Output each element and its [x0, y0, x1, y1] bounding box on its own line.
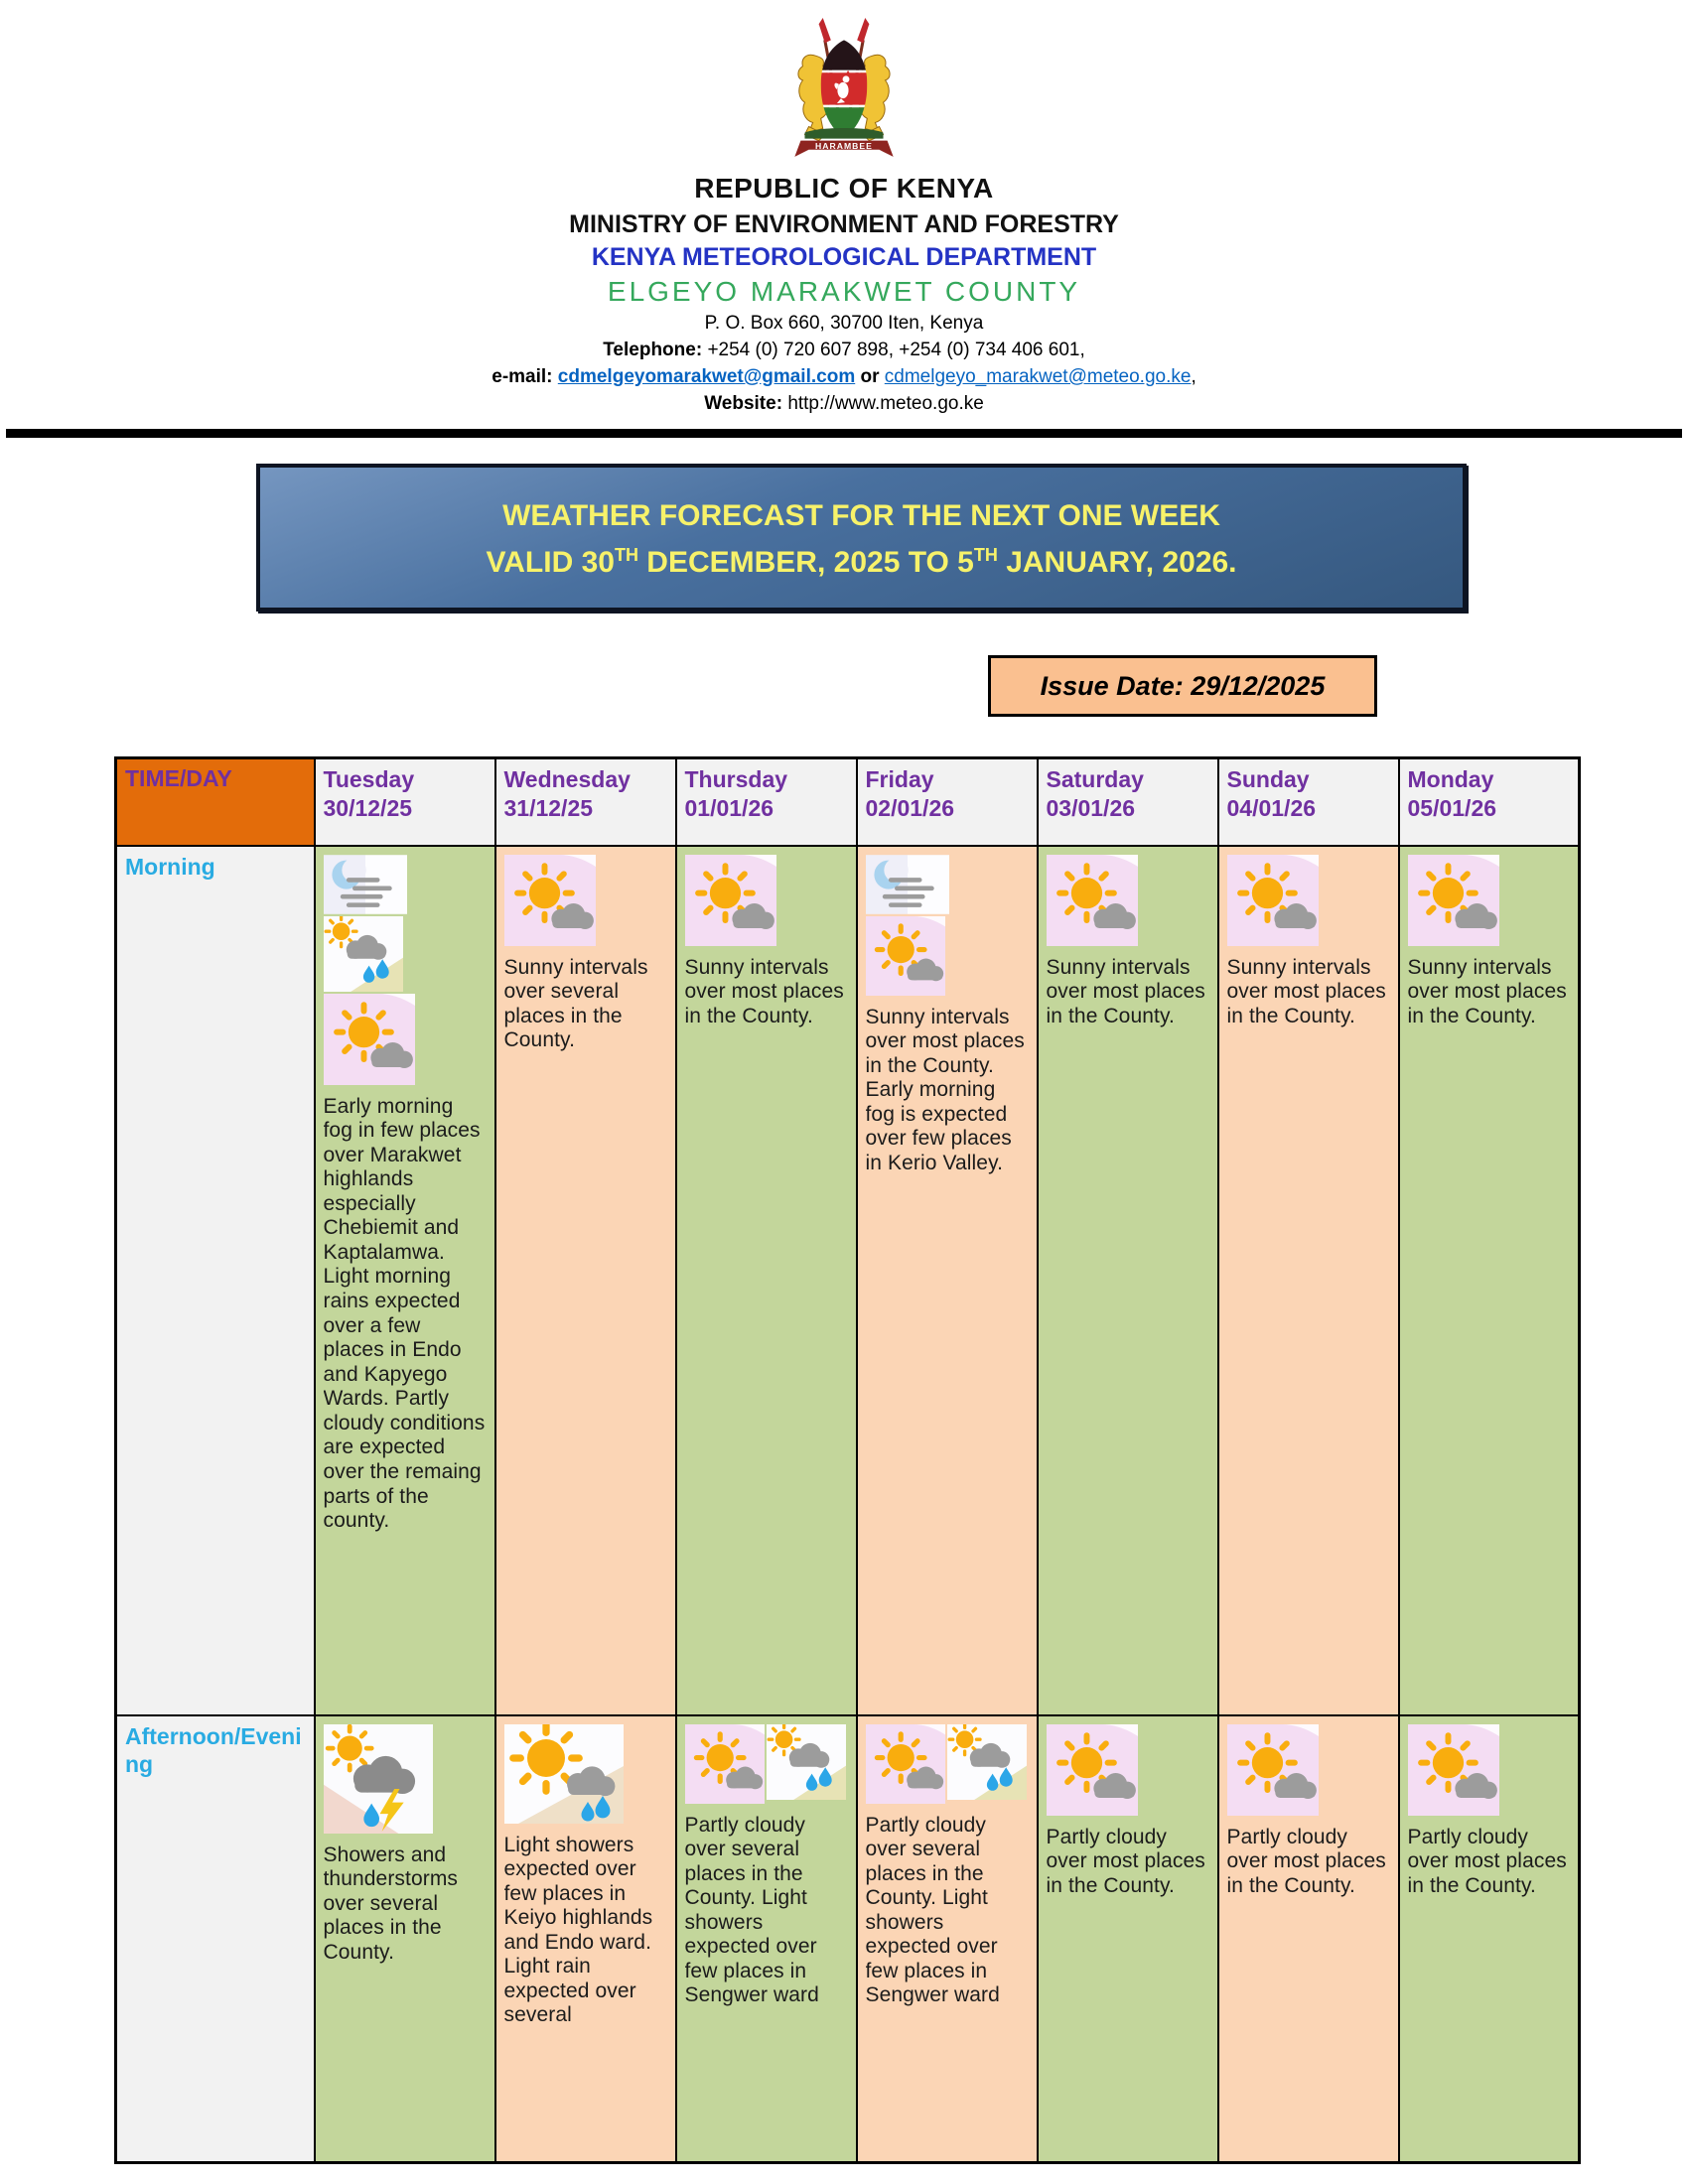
issue-date-box — [988, 655, 1377, 717]
banner-text-part: JANUARY, 2026. — [997, 545, 1237, 579]
email-comma: , — [1191, 366, 1196, 387]
sun-cloud-icon — [324, 994, 415, 1085]
time-day-header: TIME/DAY — [116, 758, 315, 846]
forecast-cell — [1038, 846, 1218, 1715]
forecast-text: Partly cloudy over most places in the County. — [1407, 1825, 1567, 1897]
weather-icons — [1227, 855, 1390, 946]
sun-rain-small-icon — [767, 1724, 846, 1800]
weather-icons — [1408, 1724, 1571, 1816]
header-divider — [6, 429, 1682, 438]
table-header-row — [116, 758, 1580, 846]
day-header-tuesday — [315, 758, 495, 846]
forecast-banner — [256, 464, 1467, 612]
forecast-text: Showers and thunderstorms over several places in the County. — [323, 1843, 459, 1964]
day-name: Saturday — [1046, 766, 1144, 792]
forecast-cell — [857, 1715, 1038, 2163]
thunderstorm-icon — [324, 1724, 433, 1834]
letterhead — [0, 0, 1688, 415]
forecast-cell — [1399, 846, 1580, 1715]
email-or-text: or — [860, 366, 880, 387]
weather-icons — [1227, 1724, 1390, 1816]
sun-cloud-icon — [685, 855, 776, 946]
forecast-cell — [1399, 1715, 1580, 2163]
sun-cloud-small-icon — [866, 916, 945, 996]
kenya-coat-of-arms-icon — [774, 14, 914, 165]
svg-text:HARAMBEE: HARAMBEE — [815, 140, 873, 151]
forecast-cell — [315, 1715, 495, 2163]
email-label: e-mail: — [492, 366, 553, 387]
forecast-cell — [676, 846, 857, 1715]
telephone-line — [0, 340, 1688, 361]
banner-line2 — [270, 540, 1453, 587]
weather-icons — [504, 855, 667, 946]
day-header-wednesday — [495, 758, 676, 846]
forecast-cell — [1218, 846, 1399, 1715]
weather-icons — [866, 855, 1029, 996]
sun-cloud-icon — [1227, 1724, 1319, 1816]
day-date: 03/01/26 — [1046, 794, 1136, 821]
sun-cloud-icon — [1227, 855, 1319, 946]
day-date: 02/01/26 — [865, 794, 955, 821]
website-label: Website: — [704, 393, 783, 414]
weather-icons — [504, 1724, 667, 1824]
sun-cloud-small-icon — [685, 1724, 765, 1804]
forecast-cell — [495, 846, 676, 1715]
forecast-text: Sunny intervals over most places in the County. — [684, 955, 844, 1027]
day-header-thursday — [676, 758, 857, 846]
weather-icons — [1047, 1724, 1209, 1816]
banner-text-part: DECEMBER, 2025 TO 5 — [637, 545, 974, 579]
forecast-cell — [1218, 1715, 1399, 2163]
weather-icons — [1047, 855, 1209, 946]
forecast-text: Light showers expected over few places in Keiyo highlands and Endo ward. Light rain expected over several — [503, 1833, 653, 2027]
weather-icons — [685, 1724, 848, 1804]
republic-title: REPUBLIC OF KENYA — [694, 173, 994, 204]
day-date: 31/12/25 — [503, 794, 594, 821]
sun-cloud-small-icon — [866, 1724, 945, 1804]
day-header-monday — [1399, 758, 1580, 846]
forecast-cell — [1038, 1715, 1218, 2163]
banner-superscript: TH — [614, 544, 638, 565]
county-title: ELGEYO MARAKWET COUNTY — [607, 276, 1081, 307]
sun-cloud-icon — [1408, 1724, 1499, 1816]
sun-rain-small-icon — [947, 1724, 1027, 1800]
weather-icons — [866, 1724, 1029, 1804]
banner-superscript: TH — [973, 544, 998, 565]
sun-rain-icon — [324, 916, 403, 992]
forecast-table — [114, 756, 1581, 2164]
forecast-text: Sunny intervals over most places in the County. Early morning fog is expected over few places in Kerio Valley. — [865, 1005, 1025, 1174]
forecast-text: Early morning fog in few places over Marakwet highlands especially Chebiemit and Kaptalamwa. Light morning rains expected over a few places in Endo and Kapyego Wards. Partly cloudy conditions are expected over the remaing parts of the county. — [323, 1094, 486, 1533]
forecast-text: Partly cloudy over most places in the County. — [1046, 1825, 1205, 1897]
weather-icons — [685, 855, 848, 946]
day-header-saturday — [1038, 758, 1218, 846]
fog-icon — [866, 855, 949, 914]
forecast-text: Partly cloudy over several places in the County. Light showers expected over few places in Sengwer ward — [684, 1813, 819, 2007]
day-name: Sunday — [1226, 766, 1310, 792]
forecast-cell — [857, 846, 1038, 1715]
row-label: Morning — [116, 846, 315, 1715]
weather-icons — [324, 1724, 487, 1834]
sun-cloud-icon — [1047, 855, 1138, 946]
address-line: P. O. Box 660, 30700 Iten, Kenya — [704, 313, 984, 334]
day-header-friday — [857, 758, 1038, 846]
forecast-cell — [495, 1715, 676, 2163]
department-title: KENYA METEOROLOGICAL DEPARTMENT — [591, 243, 1097, 271]
day-date: 04/01/26 — [1226, 794, 1317, 821]
forecast-cell — [676, 1715, 857, 2163]
banner-line1: WEATHER FORECAST FOR THE NEXT ONE WEEK — [502, 499, 1220, 532]
forecast-text: Sunny intervals over most places in the County. — [1226, 955, 1386, 1027]
day-date: 05/01/26 — [1407, 794, 1497, 821]
day-name: Thursday — [684, 766, 788, 792]
day-date: 30/12/25 — [323, 794, 413, 821]
email-link-gmail[interactable]: cdmelgeyomarakwet@gmail.com — [557, 366, 856, 387]
forecast-text: Sunny intervals over most places in the County. — [1407, 955, 1567, 1027]
website-line — [0, 393, 1688, 415]
day-date: 01/01/26 — [684, 794, 774, 821]
day-name: Wednesday — [503, 766, 631, 792]
forecast-text: Sunny intervals over most places in the County. — [1046, 955, 1205, 1027]
email-line — [0, 366, 1688, 388]
weather-icons — [1408, 855, 1571, 946]
weather-icons — [324, 855, 487, 1085]
sun-cloud-icon — [504, 855, 596, 946]
fog-icon — [324, 855, 407, 914]
issue-date-text: Issue Date: 29/12/2025 — [1040, 670, 1326, 701]
telephone-numbers: +254 (0) 720 607 898, +254 (0) 734 406 601, — [707, 340, 1085, 360]
sun-cloud-icon — [1047, 1724, 1138, 1816]
forecast-row-morning — [116, 846, 1580, 1715]
forecast-row-afternoon-evening — [116, 1715, 1580, 2163]
ministry-title: MINISTRY OF ENVIRONMENT AND FORESTRY — [569, 210, 1119, 238]
day-name: Monday — [1407, 766, 1494, 792]
sun-rain-large-icon — [504, 1724, 624, 1824]
day-name: Tuesday — [323, 766, 415, 792]
email-link-meteo[interactable]: cdmelgeyo_marakwet@meteo.go.ke — [884, 366, 1192, 387]
forecast-text: Partly cloudy over several places in the County. Light showers expected over few places in Sengwer ward — [865, 1813, 1000, 2007]
sun-cloud-icon — [1408, 855, 1499, 946]
day-name: Friday — [865, 766, 934, 792]
forecast-text: Partly cloudy over most places in the County. — [1226, 1825, 1386, 1897]
website-url: http://www.meteo.go.ke — [787, 393, 984, 414]
forecast-cell — [315, 846, 495, 1715]
banner-text-part: VALID 30 — [486, 545, 615, 579]
forecast-text: Sunny intervals over several places in the County. — [503, 955, 648, 1052]
telephone-label: Telephone: — [603, 340, 703, 360]
row-label: Afternoon/Evening — [116, 1715, 315, 2163]
day-header-sunday — [1218, 758, 1399, 846]
